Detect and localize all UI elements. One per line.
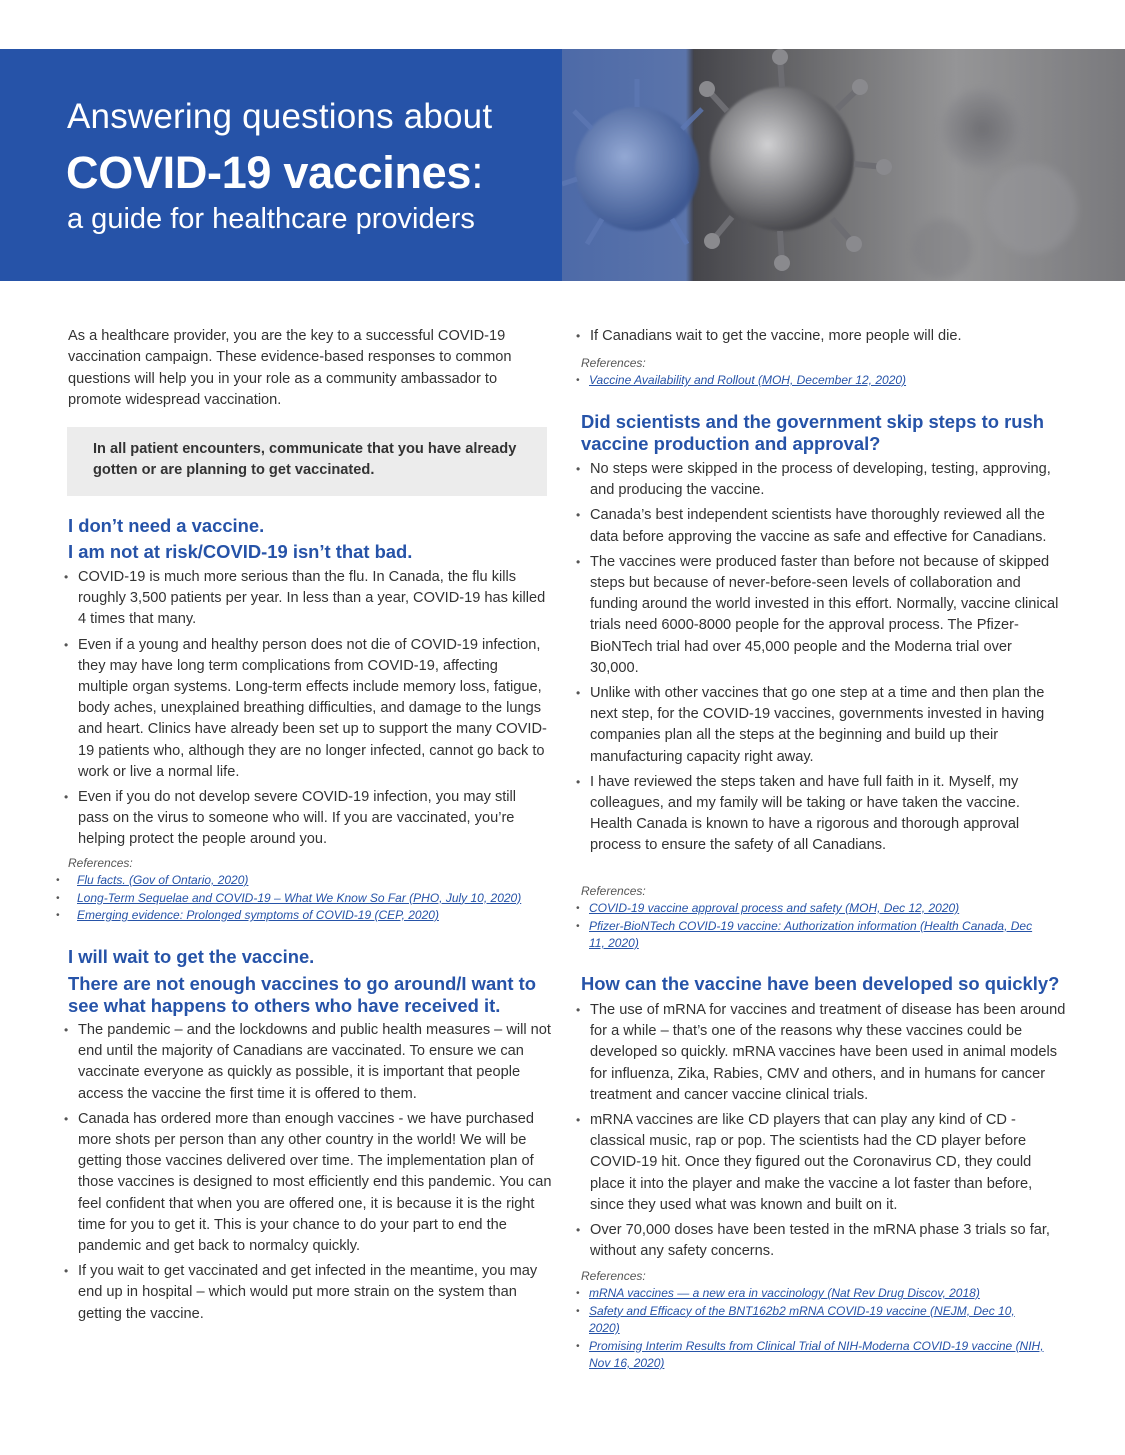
section-3-bullets — [570, 459, 1064, 861]
bullet-item: • I have reviewed the steps taken and have full faith in it. Myself, my colleagues, and my family will be taking or have taken the vaccine. Health Canada is known to have a rigorous and thorough approval process to ensure the safety of all Canadians. — [570, 772, 1064, 857]
title-main: COVID-19 vaccines — [66, 147, 472, 198]
bullet-item: • If Canadians wait to get the vaccine, more people will die. — [570, 326, 1070, 347]
reference-link[interactable]: • mRNA vaccines — a new era in vaccinology (Nat Rev Drug Discov, 2018) — [576, 1285, 1046, 1303]
section-1-references-label: References: — [68, 856, 133, 870]
section-1-heading — [68, 513, 548, 565]
bullet-item: • No steps were skipped in the process of developing, testing, approving, and producing the vaccine. — [570, 459, 1064, 501]
bullet-item: • Even if you do not develop severe COVID-19 infection, you may still pass on the virus to someone who will. If you are vaccinated, you’re helping protect the people around you. — [58, 787, 550, 851]
reference-link[interactable]: • Pfizer-BioNTech COVID-19 vaccine: Authorization information (Health Canada, Dec 11, 2020) — [576, 918, 1046, 953]
section-2-bullets — [58, 1020, 552, 1329]
section-2-bullets-continued — [570, 326, 1070, 351]
section-3-heading: Did scientists and the government skip steps to rush vaccine production and approval? — [581, 411, 1044, 454]
bullet-item: • If you wait to get vaccinated and get infected in the meantime, you may end up in hospital – which would put more strain on the system than getting the vaccine. — [58, 1261, 552, 1325]
bullet-item: • COVID-19 is much more serious than the flu. In Canada, the flu kills roughly 3,500 patients per year. In less than a year, COVID-19 has killed 4 times that many. — [58, 567, 550, 631]
bullet-item: • The vaccines were produced faster than before not because of skipped steps but because of never-before-seen levels of collaboration and funding around the world invested in this effort. Normally, vaccine clinical trials need 6000-8000 people for the approval process. The Pfizer-BioNTech trial had over 45,000 people and the Moderna trial over 30,000. — [570, 552, 1064, 679]
callout-box — [67, 427, 547, 496]
reference-link[interactable]: • COVID-19 vaccine approval process and safety (MOH, Dec 12, 2020) — [576, 900, 1046, 918]
intro-paragraph: As a healthcare provider, you are the key to a successful COVID-19 vaccination campaign. These evidence-based responses to common questions will help you in your role as a community ambassador to promote widespread vaccination. — [68, 328, 512, 408]
bullet-item: • mRNA vaccines are like CD players that can play any kind of CD - classical music, rap or pop. The scientists had the CD player before COVID-19 hit. Once they figured out the Coronavirus CD, they could place it into the player and make the vaccine a lot faster than before, since they used what was known and built on it. — [570, 1110, 1066, 1216]
bullet-item: • Even if a young and healthy person does not die of COVID-19 infection, they may have long term complications from COVID-19, affecting multiple organ systems. Long-term effects include memory loss, fatigue, body aches, unexplained breathing difficulties, and damage to the lungs and heart. Clinics have already been set up to support the many COVID-19 patients who, although they are no longer infected, cannot go back to work or live a normal life. — [58, 635, 550, 783]
bullet-item: • The use of mRNA for vaccines and treatment of disease has been around for a while – that’s one of the reasons why these vaccines could be developed so quickly. mRNA vaccines have been used in animal models for influenza, Zika, Rabies, CMV and others, and in humans for cancer treatment and cancer vaccine clinical trials. — [570, 1000, 1066, 1106]
section-4-references-label: References: — [581, 1269, 646, 1283]
virus-illustration — [562, 49, 1125, 281]
virus-image — [562, 49, 1125, 281]
bullet-item: • Unlike with other vaccines that go one step at a time and then plan the next step, for the COVID-19 vaccines, governments invested in having companies plan all the steps at the beginning and build up their manufacturing capacity right away. — [570, 683, 1064, 768]
section-2-references-label: References: — [581, 356, 646, 370]
reference-link[interactable]: • Emerging evidence: Prolonged symptoms of COVID-19 (CEP, 2020) — [57, 907, 547, 925]
section-4-heading: How can the vaccine have been developed so quickly? — [581, 973, 1060, 994]
section-2-heading — [68, 946, 558, 1017]
section-1-bullets — [58, 567, 550, 855]
section-1-heading-line-2: I am not at risk/COVID-19 isn’t that bad. — [68, 541, 413, 562]
header-banner — [0, 49, 1125, 281]
section-1-references — [57, 872, 547, 925]
title-line-2 — [66, 147, 483, 199]
section-3-references-label: References: — [581, 884, 646, 898]
title-colon: : — [471, 147, 484, 198]
section-4-references — [576, 1285, 1046, 1373]
bullet-item: • The pandemic – and the lockdowns and public health measures – will not end until the majority of Canadians are vaccinated. To ensure we can vaccinate everyone as quickly as possible, it is important that people access the vaccine the first time it is offered to them. — [58, 1020, 552, 1105]
bullet-item: • Canada has ordered more than enough vaccines - we have purchased more shots per person than any other country in the world! We will be getting those vaccines delivered over time. The implementation plan of those vaccines is designed to most efficiently end this pandemic. You can feel confident that when you are offered one, it is because it is the right time for you to get it. This is your chance to do your part to end the pandemic and get back to normalcy quickly. — [58, 1109, 552, 1257]
section-4-bullets — [570, 1000, 1066, 1266]
reference-link[interactable]: • Long-Term Sequelae and COVID-19 – What We Know So Far (PHO, July 10, 2020) — [57, 890, 547, 908]
section-3-references — [576, 900, 1046, 953]
section-2-heading-line-1: I will wait to get the vaccine. — [68, 946, 315, 967]
section-1-heading-line-1: I don’t need a vaccine. — [68, 515, 265, 536]
callout-text: In all patient encounters, communicate that you have already gotten or are planning to get vaccinated. — [93, 441, 517, 478]
title-line-1: Answering questions about — [67, 97, 493, 136]
title-line-3: a guide for healthcare providers — [67, 203, 475, 235]
bullet-item: • Canada’s best independent scientists have thoroughly reviewed all the data before approving the vaccine as safe and effective for Canadians. — [570, 505, 1064, 547]
title-panel — [0, 49, 562, 281]
reference-link[interactable]: • Promising Interim Results from Clinical Trial of NIH-Moderna COVID-19 vaccine (NIH, Nov 16, 2020) — [576, 1338, 1046, 1373]
bullet-item: • Over 70,000 doses have been tested in the mRNA phase 3 trials so far, without any safety concerns. — [570, 1220, 1066, 1262]
section-2-heading-line-2: There are not enough vaccines to go around/I want to see what happens to others who have received it. — [68, 973, 536, 1016]
reference-link[interactable]: • Safety and Efficacy of the BNT162b2 mRNA COVID-19 vaccine (NEJM, Dec 10, 2020) — [576, 1303, 1046, 1338]
reference-link[interactable]: • Vaccine Availability and Rollout (MOH, December 12, 2020) — [576, 372, 1066, 390]
reference-link[interactable]: • Flu facts. (Gov of Ontario, 2020) — [57, 872, 547, 890]
section-2-references — [576, 372, 1066, 390]
